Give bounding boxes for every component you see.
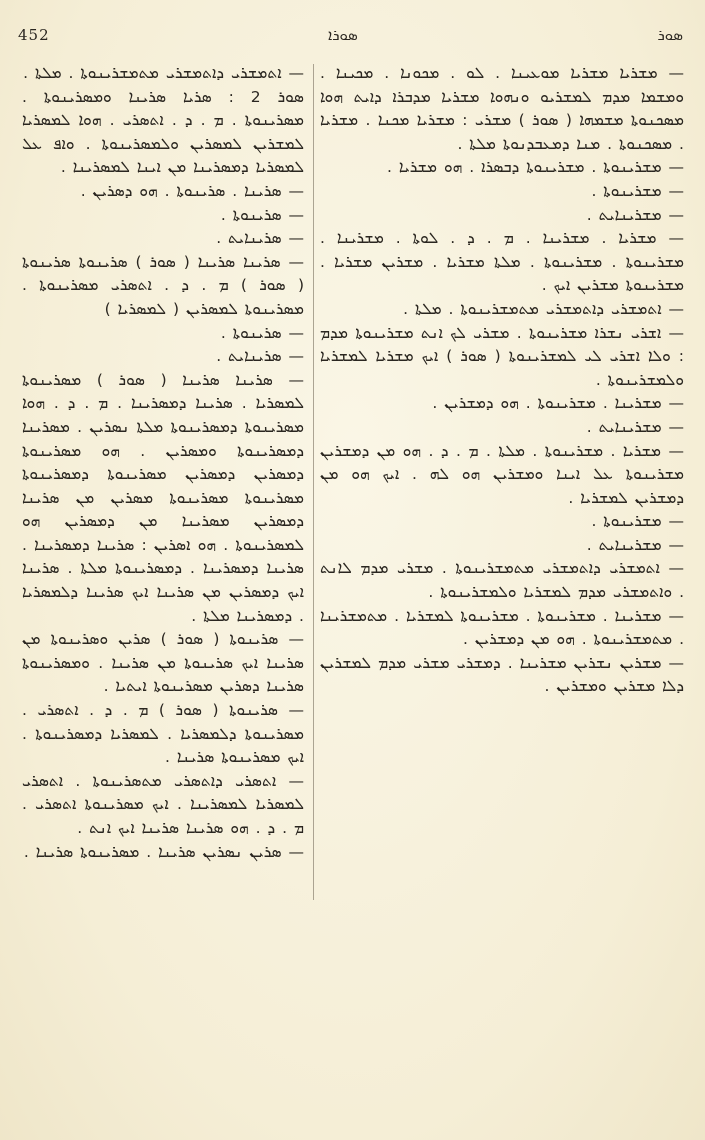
dictionary-entry: — ܡܫܪܝܐ . ܡܫܪܝܢܐ . ܡ . ܕ . ܠܘܬܐ . ܡܫܪܝܢܐ . ܡܫܪܝܢܘܬܐ . ܡܫܪܝܢܘܬܐ . ܡܠܬܐ ܡܫܪܝܐ . ܡܫܪܝܢ ܡܫܪܝܐ . ܡܫܪܝܢܘܬܐ ܡܫܪܝܢ ܐܝܟ . [320, 229, 684, 295]
dictionary-entry: — ܡܫܪܝܢܘܬܐ . ܡܫܪܝܢܘܬܐ ܕܒܣܪܐ . ܗܘ ܡܫܪܝܐ . [387, 158, 684, 177]
dictionary-entry: — ܡܫܪܝܢ ܢܫܪܝܢ ܡܫܪܝܢܐ . ܕܡܫܪܝ ܡܫܪܝ ܡܕܡ ܠܡܫܪܝܢ ܕܠܐ ܡܫܪܝܢ ܘܡܫܪܝܢ . [320, 653, 684, 696]
column-divider [313, 64, 314, 900]
dictionary-entry: — ܡܫܪܝܢܐ . ܡܫܪܝܢܘܬܐ . ܡܫܪܝܢܘܬܐ ܠܡܫܪܝܐ . ܡܬܡܫܪܝܢܐ . ܡܬܡܫܪܝܢܘܬܐ . ܗܘ ܡܢ ܕܡܫܪܝܢ . [320, 606, 684, 649]
dictionary-entry: — ܡܫܪܝܢܐܝܬ . [586, 535, 684, 554]
dictionary-entry: — ܐܬܡܫܪܝ ܕܐܬܡܫܪܝ ܡܬܡܫܪܝܢܘܬܐ . ܡܫܪܝ ܡܕܡ ܠܐܢܬ . ܘܐܬܡܫܪܝ ܡܕܡ ܠܡܫܪܝܐ ܘܠܡܫܪܝܢܘܬܐ . [320, 559, 684, 602]
page-number: 452 [18, 26, 50, 44]
dictionary-entry: — ܣܪܝܢܘܬܐ . [220, 205, 304, 224]
dictionary-entry: — ܣܪܝܢܐܝܬ . [216, 347, 304, 366]
left-column [22, 62, 304, 864]
dictionary-entry: — ܡܫܪܝܐ . ܡܫܪܝܢܘܬܐ . ܡܠܬܐ . ܡ . ܕ . ܗܘ ܡܢ ܕܡܫܪܝܢ ܡܫܪܝܢܘܬܐ ܥܠ ܐܝܢܐ ܘܡܫܪܝܢ ܗܘ ܠܗ . ܐܝܟ ܗܘ ܡܢ ܕܡܫܪܝܢ ܠܡܫܪܝܐ . [320, 441, 684, 507]
dictionary-entry: — ܣܪܝܢܘܬܐ . [220, 323, 304, 342]
dictionary-entry: — ܡܫܪܝܢܘܬܐ . [591, 512, 684, 531]
running-head: ܣܘܪܐ [328, 26, 358, 44]
dictionary-entry: — ܐܫܪܝ ܢܫܪܐ ܡܫܪܝܢܘܬܐ . ܡܫܪܝ ܠܟ ܐܢܬ ܡܫܪܝܢܘܬܐ ܡܕܡ : ܘܠܐ ܐܫܪܝ ܠܝ ܠܡܫܪܝܢܘܬܐ ( ܣܘܪ ) ܐܝܟ ܡܫܪܝܐ ܠܡܫܪܝܐ ܘܠܡܫܪܝܢܘܬܐ . [320, 323, 684, 389]
dictionary-entry: — ܡܫܪܝܐ ܡܫܪܝܐ ܡܘܥܝܢܐ . ܠܘ . ܡܟܘܢܐ . ܡܟܝܢܐ . ܘܡܫܡܐ ܡܕܡ ܠܡܫܪܝܘ ܘܢܗܘܐ ܡܫܪܝܐ ܡܕܒܪܐ ܕܐܝܬ ܗܘܐ ܡܣܟܢܘܬܐ ܡܫܡܗܐ ( ܣܘܪ ) ܡܫܪܝ : ܡܫܪܝܐ ܡܟܢܐ . ܡܫܪܝܐ . ܡܣܟܢܘܬܐ . ܡܢܐ ܕܡܥܒܕܢܘܬܐ ܡܠܬܐ . [320, 64, 684, 153]
dictionary-entry: — ܐܬܡܫܪܝ ܕܐܬܡܫܪܝ ܡܬܡܫܪܝܢܘܬܐ . ܡܠܬܐ . [23, 64, 304, 82]
dictionary-entry: — ܐܬܡܫܪܝ ܕܐܬܡܫܪܝ ܡܬܡܫܪܝܢܘܬܐ . ܡܠܬܐ . [403, 299, 684, 318]
right-column [320, 62, 684, 699]
dictionary-entry: — ܣܪܝܢܘܬܐ ( ܣܘܪ ) ܡ . ܕ . ܐܬܣܪܝ . ܡܣܪܝܢܘܬܐ ܕܠܡܣܪܝܐ . ܠܡܣܪܝܐ ܕܡܣܪܝܢܘܬܐ . ܐܝܟ ܡܣܪܝܢܘܬܐ ܣܪܝܢܐ . [22, 701, 304, 767]
dictionary-entry: — ܣܪܝܢ ܢܣܪܝܢ ܣܪܝܢܐ . ܡܣܪܝܢܘܬܐ ܣܪܝܢܐ . [23, 842, 304, 861]
dictionary-entry: — ܣܪܝܢܐ ܣܪܝܢܐ ( ܣܘܪ ) ܣܪܝܢܘܬܐ ܣܪܝܢܘܬܐ ( ܣܘܪ ) ܡ . ܕ . ܐܬܣܪܝ ܡܣܪܝܢܘܬܐ . ܡܣܪܝܢܘܬܐ ܠܡܣܪܝܢ ( ܠܡܣܪܝܐ ) [22, 252, 304, 318]
dictionary-entry: — ܡܫܪܝܢܘܬܐ . [591, 181, 684, 200]
dictionary-entry: — ܣܪܝܢܐ ܣܪܝܢܐ ( ܣܘܪ ) ܡܣܪܝܢܘܬܐ ܠܡܣܪܝܐ . ܣܪܝܢܐ ܕܡܣܪܝܢܐ . ܡ . ܕ . ܗܘܐ ܡܣܪܝܢܘܬܐ ܕܡܣܪܝܢܘܬܐ ܡܠܬܐ ܢܣܪܝܢ . ܡܣܪܝܢܐ ܕܡܣܪܝܢܘܬܐ ܘܡܣܪܝܢ . ܗܘ ܡܣܪܝܢܘܬܐ ܕܡܣܪܝܢ ܕܡܣܪܝܢ ܡܣܪܝܢܘܬܐ ܕܡܣܪܝܢܘܬܐ ܡܣܪܝܢܘܬܐ ܡܣܪܝܢܘܬܐ ܡܣܪܝܢ ܡܢ ܣܪܝܢܐ ܕܡܣܪܝܢ ܡܣܪܝܢܐ ܡܢ ܕܡܣܪܝܢ ܗܘ ܠܡܣܪܝܢܘܬܐ . ܗܘ ܐܣܪܝܢ : ܣܪܝܢܐ ܕܡܣܪܝܢܐ . ܣܪܝܢܐ ܕܡܣܪܝܢܐ . ܕܡܣܪܝܢܘܬܐ ܡܠܬܐ . ܣܪܝܢܐ ܐܝܟ ܕܡܣܪܝܢ ܡܢ ܣܪܝܢܐ ܐܝܟ ܣܪܝܢܐ ܕܠܡܣܪܝܐ . ܕܡܣܪܝܢܐ ܡܠܬܐ . [22, 370, 304, 625]
dictionary-entry: — ܐܬܣܪܝ ܕܐܬܣܪܝ ܡܬܣܪܝܢܘܬܐ . ܐܬܣܪܝ ܠܡܣܪܝܐ ܠܡܣܪܝܢܐ . ܐܝܟ ܡܣܪܝܢܘܬܐ ܐܬܣܪܝ . ܡ . ܕ . ܗܘ ܣܪܝܢܐ ܣܪܝܢܐ ܐܝܟ ܐܢܬ . [22, 771, 304, 837]
section-head: ܣܘܪ [657, 26, 683, 44]
dictionary-entry: — ܡܫܪܝܢܐܝܬ . [586, 205, 684, 224]
dictionary-entry: — ܡܫܪܝܢܐ . ܡܫܪܝܢܘܬܐ . ܗܘ ܕܡܫܪܝܢ . [432, 394, 684, 413]
dictionary-entry: ܣܘܪ 2 : ܣܪܝܐ ܣܪܝܢܐ ܘܡܣܪܝܢܘܬܐ . ܡܣܪܝܢܘܬܐ . ܡ . ܕ . ܐܬܣܪܝ . ܗܘܐ ܠܡܣܪܝܐ ܠܡܫܪܝܢ ܠܡܣܪܝܢ ܘܠܡܣܪܝܢܘܬܐ . ܘܐܦ ܥܠ ܠܡܣܪܝܐ ܕܡܣܪܝܢܐ ܡܢ ܐܝܢܐ ܠܡܣܪܝܢܐ . [22, 87, 304, 177]
dictionary-entry: — ܣܪܝܢܐ . ܣܪܝܢܘܬܐ . ܗܘ ܕܣܪܝܢ . [80, 181, 304, 200]
dictionary-entry: — ܣܪܝܢܘܬܐ ( ܣܘܪ ) ܣܪܝܢ ܘܣܪܝܢܘܬܐ ܡܢ ܣܪܝܢܐ ܐܝܟ ܣܪܝܢܘܬܐ ܡܢ ܣܪܝܢܐ . ܘܡܣܪܝܢܘܬܐ ܣܪܝܢܐ ܕܣܪܝܢ ܡܣܪܝܢܘܬܐ ܐܝܬܝܐ . [22, 630, 304, 696]
dictionary-entry: — ܣܪܝܢܐܝܬ . [216, 229, 304, 248]
dictionary-entry: — ܡܫܪܝܢܐܝܬ . [586, 417, 684, 436]
page-header [18, 26, 683, 52]
